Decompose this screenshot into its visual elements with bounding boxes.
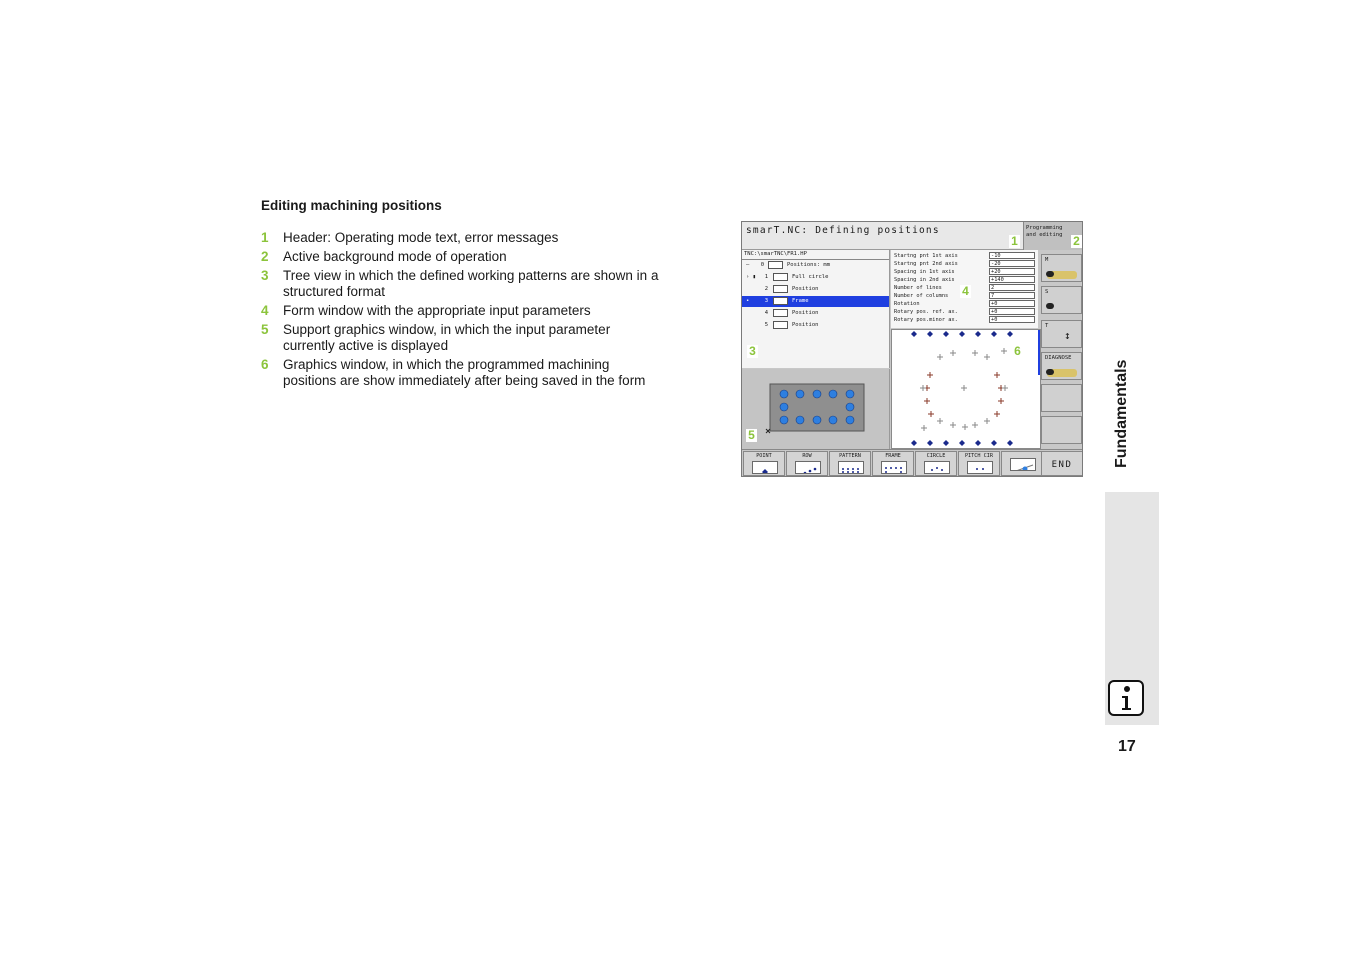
point-icon-glyph (753, 466, 777, 474)
pattern-icon-glyph (839, 466, 863, 474)
softkey-label: ROW (802, 453, 812, 459)
empty-softkey[interactable] (1041, 416, 1082, 444)
softkey-label: END (1051, 460, 1073, 470)
form-value-field[interactable]: -20 (989, 260, 1035, 267)
form-row (891, 300, 1038, 308)
callout-4: 4 (960, 285, 971, 298)
position-icon (773, 321, 788, 329)
form-value-field[interactable]: 2 (989, 284, 1035, 291)
callout-6: 6 (1012, 345, 1023, 358)
position-icon (773, 285, 788, 293)
form-value-field[interactable]: +0 (989, 316, 1035, 323)
pitch-circle-softkey[interactable] (958, 451, 1000, 476)
item-text: Form window with the appropriate input parameters (283, 303, 591, 318)
background-mode: Programming and editing (1023, 222, 1083, 250)
options-softkey[interactable] (1001, 451, 1043, 476)
t-function-key[interactable] (1041, 320, 1082, 348)
form-value-field[interactable]: -10 (989, 252, 1035, 259)
screen-header (742, 222, 1023, 250)
tool-icon (1046, 303, 1054, 309)
list-item (261, 249, 661, 265)
form-value-field[interactable]: +20 (989, 268, 1035, 275)
form-label: Rotary pos.minor ax. (894, 317, 958, 323)
form-label: Spacing in 2nd axis (894, 277, 955, 283)
options-icon (1010, 458, 1036, 471)
pitch-circle-icon (967, 461, 993, 474)
tree-row[interactable] (742, 272, 889, 283)
form-label: Startng pnt 1st axis (894, 253, 958, 259)
tree-marker: • (746, 298, 750, 304)
form-label: Startng pnt 2nd axis (894, 261, 958, 267)
row-softkey[interactable] (786, 451, 828, 476)
tree-row[interactable] (742, 260, 889, 271)
form-value-field[interactable]: +0 (989, 300, 1035, 307)
item-text: Tree view in which the defined working patterns are shown in a structured format (283, 268, 659, 299)
form-row (891, 260, 1038, 268)
form-label: Number of columns (894, 293, 949, 299)
frame-softkey[interactable] (872, 451, 914, 476)
pattern-softkey[interactable] (829, 451, 871, 476)
item-number: 4 (261, 303, 269, 318)
callout-5: 5 (746, 429, 757, 442)
tree-label: Positions: mm (787, 262, 831, 268)
frame-icon-glyph (882, 466, 906, 474)
diagnose-key[interactable] (1041, 352, 1082, 380)
tree-index: 0 (760, 262, 764, 268)
softkey-label: PITCH CIR (964, 453, 994, 459)
frame-icon (881, 461, 907, 474)
page-number: 17 (1118, 738, 1136, 755)
list-item (261, 230, 661, 246)
tree-index: 4 (764, 310, 768, 316)
form-label: Rotation (894, 301, 920, 307)
tree-label: Full circle (792, 274, 829, 280)
tree-view (742, 250, 890, 368)
pattern-icon (838, 461, 864, 474)
full-circle-icon (773, 273, 788, 281)
form-row (891, 276, 1038, 284)
support-graphics (742, 369, 890, 449)
key-label: S (1045, 289, 1049, 295)
circle-icon (924, 461, 950, 474)
tree-index: 1 (764, 274, 768, 280)
list-item (261, 268, 661, 300)
end-softkey[interactable] (1041, 451, 1083, 476)
circle-softkey[interactable] (915, 451, 957, 476)
softkey-label: PATTERN (839, 453, 861, 459)
tree-label: Position (792, 310, 819, 316)
tree-marker: – (746, 262, 750, 268)
tree-index: 5 (764, 322, 768, 328)
tree-label: Position (792, 322, 819, 328)
key-label: M (1045, 257, 1049, 263)
item-number: 6 (261, 357, 269, 372)
point-softkey[interactable] (743, 451, 785, 476)
tree-row[interactable] (742, 284, 889, 295)
list-item (261, 357, 661, 389)
position-icon (773, 309, 788, 317)
item-text: Support graphics window, in which the input parameter currently active is displayed (283, 322, 611, 353)
tnc-screenshot (741, 221, 1083, 477)
item-number: 1 (261, 230, 269, 245)
pitch-circle-icon-glyph (968, 466, 992, 474)
options-icon-glyph (1011, 463, 1035, 471)
tree-path: TNC:\smarTNC\FR1.HP (742, 250, 889, 260)
list-item (261, 303, 661, 319)
m-function-key[interactable] (1041, 254, 1082, 282)
point-icon (752, 461, 778, 474)
numbered-list (261, 230, 661, 392)
frame-icon (773, 297, 788, 305)
info-icon-dot (1124, 686, 1130, 692)
softkey-label: FRAME (885, 453, 901, 459)
tree-row[interactable] (742, 320, 889, 331)
form-value-field[interactable]: 7 (989, 292, 1035, 299)
section-title: Editing machining positions (261, 198, 442, 213)
form-label: Number of lines (894, 285, 942, 291)
tree-marker: › ▮ (746, 274, 756, 280)
circle-icon-glyph (925, 466, 949, 474)
item-number: 2 (261, 249, 269, 264)
tree-label: Position (792, 286, 819, 292)
callout-2: 2 (1071, 235, 1082, 248)
tree-row[interactable] (742, 308, 889, 319)
info-icon (1108, 680, 1144, 716)
softkey-bar (742, 449, 1083, 477)
axis-arrows-icon: ↕ (1064, 329, 1071, 342)
form-label: Rotary pos. ref. ax. (894, 309, 958, 315)
form-row (891, 316, 1038, 324)
item-number: 3 (261, 268, 269, 283)
form-value-field[interactable]: +140 (989, 276, 1035, 283)
item-text: Header: Operating mode text, error messages (283, 230, 559, 245)
tree-row-selected[interactable] (742, 296, 889, 307)
tree-index: 3 (764, 298, 768, 304)
empty-softkey[interactable] (1041, 384, 1082, 412)
form-row (891, 268, 1038, 276)
key-label: DIAGNOSE (1045, 355, 1072, 361)
tree-label: Frame (792, 298, 809, 304)
item-text: Active background mode of operation (283, 249, 507, 264)
list-item (261, 322, 661, 354)
row-icon (795, 461, 821, 474)
item-text: Graphics window, in which the programmed machining positions are show immediately after being saved in the form (283, 357, 646, 388)
form-label: Spacing in 1st axis (894, 269, 955, 275)
callout-1: 1 (1009, 235, 1020, 248)
row-icon-glyph (796, 466, 820, 474)
s-function-key[interactable] (1041, 286, 1082, 314)
form-row (891, 308, 1038, 316)
tree-index: 2 (764, 286, 768, 292)
spindle-icon-dot (1046, 271, 1054, 277)
callout-3: 3 (747, 345, 758, 358)
key-label: T (1045, 323, 1049, 329)
chapter-title: Fundamentals (1113, 359, 1130, 468)
support-graphic-drawing (742, 369, 890, 449)
info-icon-stem (1121, 694, 1132, 711)
softkey-label: POINT (756, 453, 772, 459)
positions-icon (768, 261, 783, 269)
header-title: smarT.NC: Defining positions (746, 225, 940, 236)
side-softkeys (1040, 250, 1083, 449)
diagnose-icon-dot (1046, 369, 1054, 375)
form-row (891, 252, 1038, 260)
form-value-field[interactable]: +0 (989, 308, 1035, 315)
softkey-label: CIRCLE (926, 453, 946, 459)
item-number: 5 (261, 322, 269, 337)
